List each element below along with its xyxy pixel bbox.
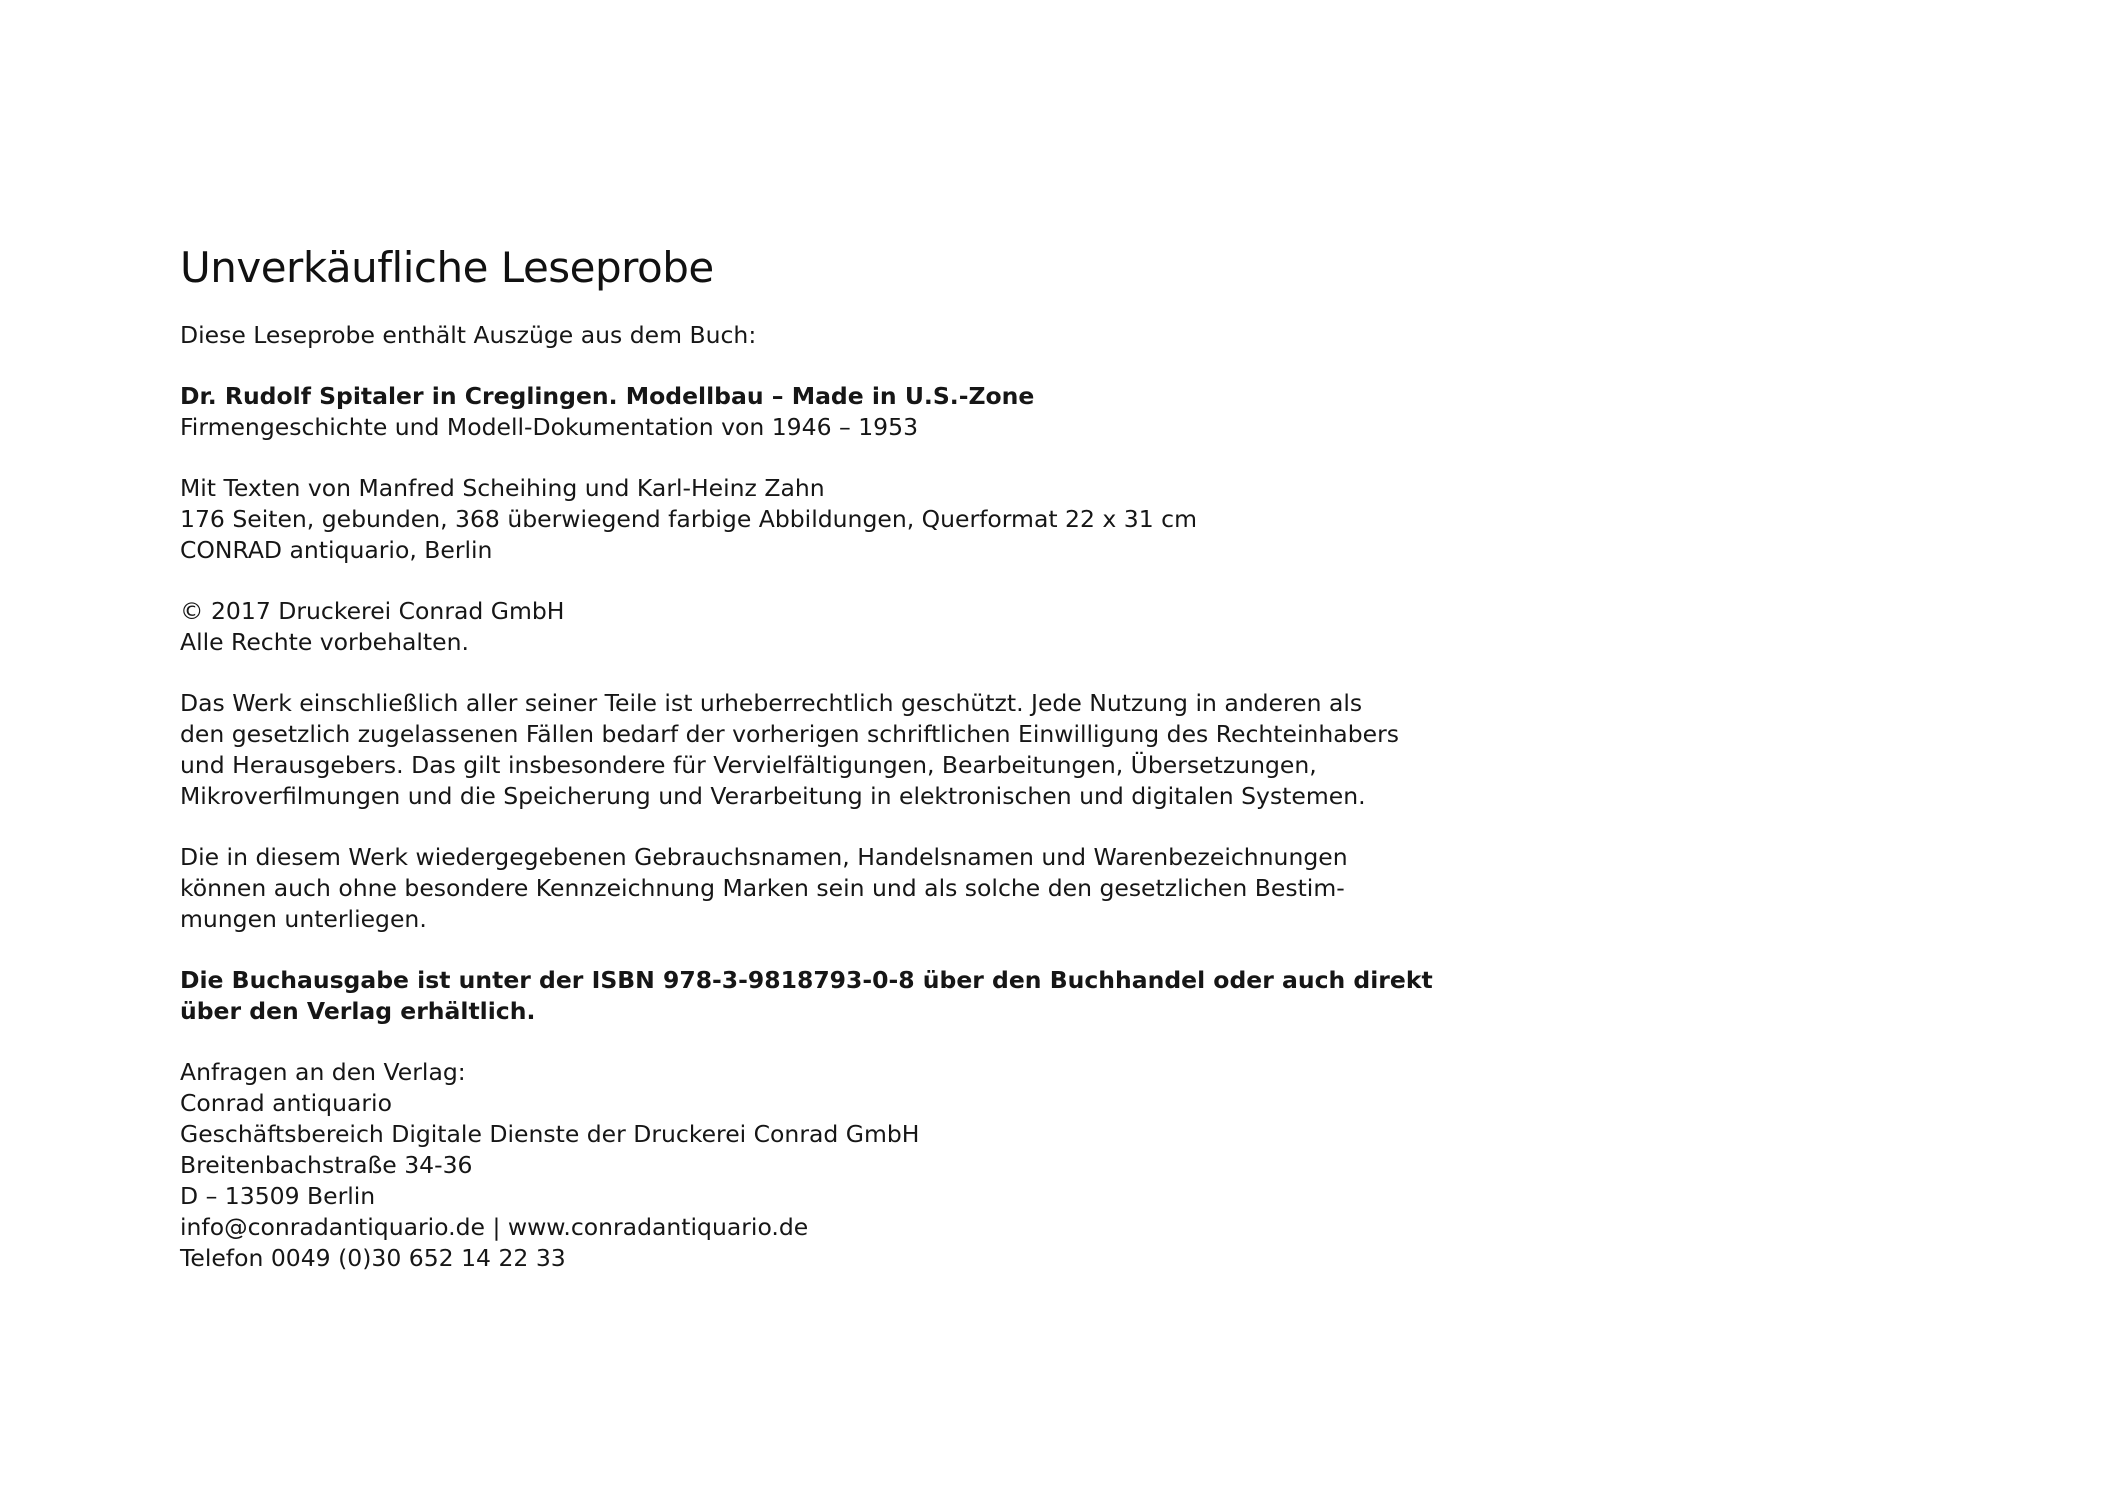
copyright-block — [180, 596, 1330, 658]
format-line: 176 Seiten, gebunden, 368 überwiegend farbige Abbildungen, Querformat 22 x 31 cm — [180, 505, 1197, 533]
contact-block — [180, 1057, 1330, 1274]
legal-line: Mikroverfilmungen und die Speicherung und Verarbeitung in elektronischen und digitalen Systemen. — [180, 782, 1366, 810]
book-details-block — [180, 473, 1330, 566]
intro-block — [180, 320, 1330, 351]
contact-city: D – 13509 Berlin — [180, 1182, 376, 1210]
publisher-line: CONRAD antiquario, Berlin — [180, 536, 493, 564]
authors-line: Mit Texten von Manfred Scheihing und Karl-Heinz Zahn — [180, 474, 825, 502]
isbn-line: Die Buchausgabe ist unter der ISBN 978-3-9818793-0-8 über den Buchhandel oder auch direkt — [180, 966, 1433, 994]
contact-division: Geschäftsbereich Digitale Dienste der Druckerei Conrad GmbH — [180, 1120, 920, 1148]
book-subtitle: Firmengeschichte und Modell-Dokumentation von 1946 – 1953 — [180, 413, 919, 441]
contact-phone: Telefon 0049 (0)30 652 14 22 33 — [180, 1244, 566, 1272]
website-link[interactable]: www.conradantiquario.de — [507, 1213, 809, 1241]
trademark-line: mungen unterliegen. — [180, 905, 427, 933]
document-body — [180, 240, 1433, 1274]
legal-line: und Herausgebers. Das gilt insbesondere für Vervielfältigungen, Bearbeitungen, Übersetzungen, — [180, 751, 1317, 779]
book-title: Dr. Rudolf Spitaler in Creglingen. Modellbau – Made in U.S.-Zone — [180, 382, 1035, 410]
email-link[interactable]: info@conradantiquario.de — [180, 1213, 485, 1241]
legal-line: Das Werk einschließlich aller seiner Teile ist urheberrechtlich geschützt. Jede Nutzung in anderen als — [180, 689, 1363, 717]
contact-street: Breitenbachstraße 34-36 — [180, 1151, 473, 1179]
trademark-line: können auch ohne besondere Kennzeichnung Marken sein und als solche den gesetzlichen Bestim- — [180, 874, 1345, 902]
legal-line: den gesetzlich zugelassenen Fällen bedarf der vorherigen schriftlichen Einwilligung des Rechteinhabers — [180, 720, 1399, 748]
book-info-block — [180, 381, 1330, 443]
isbn-note-block — [180, 965, 1433, 1027]
copyright-line: © 2017 Druckerei Conrad GmbH — [180, 597, 565, 625]
contact-web-line — [180, 1212, 1330, 1243]
isbn-line: über den Verlag erhältlich. — [180, 997, 536, 1025]
rights-reserved-line: Alle Rechte vorbehalten. — [180, 628, 469, 656]
trademark-notice-block — [180, 842, 1348, 935]
intro-text: Diese Leseprobe enthält Auszüge aus dem Buch: — [180, 321, 757, 349]
page-title: Unverkäufliche Leseprobe — [180, 243, 714, 292]
contact-separator: | — [485, 1213, 508, 1241]
trademark-line: Die in diesem Werk wiedergegebenen Gebrauchsnamen, Handelsnamen und Warenbezeichnungen — [180, 843, 1348, 871]
contact-company: Conrad antiquario — [180, 1089, 392, 1117]
contact-heading: Anfragen an den Verlag: — [180, 1058, 466, 1086]
legal-notice-block — [180, 688, 1399, 812]
